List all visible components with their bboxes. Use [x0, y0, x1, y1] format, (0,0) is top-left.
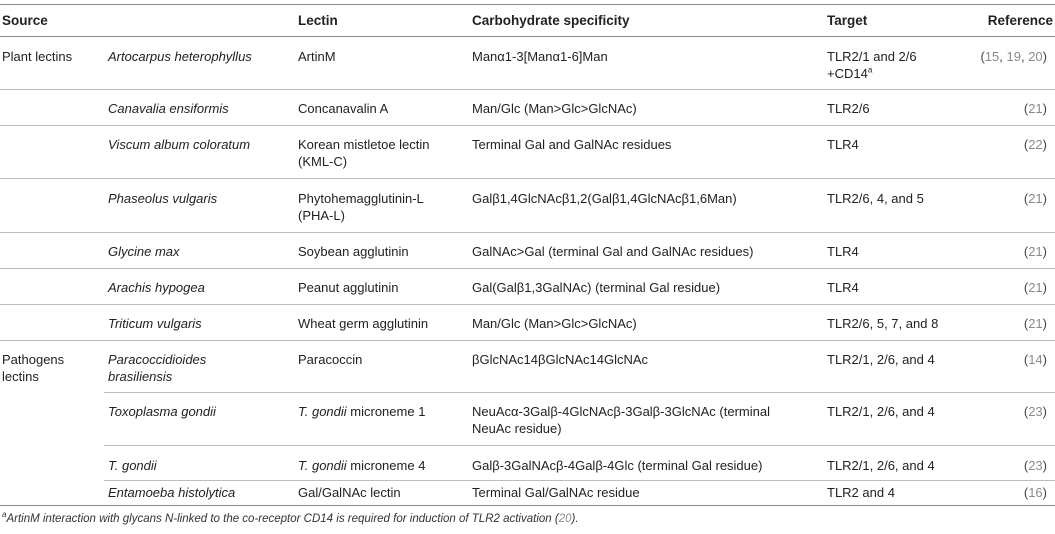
row-divider — [104, 445, 1055, 446]
specificity-cell: Terminal Gal and GalNAc residues — [472, 137, 672, 152]
reference-link[interactable]: 16 — [1028, 485, 1043, 500]
lectin-cell: Soybean agglutinin — [298, 244, 409, 259]
lectin-cell: Wheat germ agglutinin — [298, 316, 429, 331]
lectin-organism: T. gondii — [298, 458, 347, 473]
species-cell: T. gondii — [108, 458, 157, 473]
lectin-cell: Gal/GalNAc lectin — [298, 485, 401, 500]
species-cell: Entamoeba histolytica — [108, 485, 236, 500]
row-divider — [0, 89, 1055, 90]
specificity-cell-line2: NeuAc residue) — [472, 421, 562, 436]
species-cell: Paracoccidioides — [108, 352, 207, 367]
row-divider — [0, 178, 1055, 179]
row-divider — [0, 232, 1055, 233]
reference-cell: (21) — [1023, 101, 1047, 116]
target-cd14: +CD14 — [827, 66, 868, 81]
specificity-cell: Galβ-3GalNAcβ-4Galβ-4Glc (terminal Gal residue) — [472, 458, 763, 473]
lectin-cell: Korean mistletoe lectin — [298, 137, 430, 152]
source-plant-lectins: Plant lectins — [2, 49, 73, 64]
reference-link[interactable]: 15 — [984, 49, 1000, 64]
lectin-name: microneme 4 — [346, 458, 426, 473]
target-cell: TLR4 — [827, 137, 859, 152]
header-reference: Reference — [987, 13, 1053, 28]
species-cell: Viscum album coloratum — [108, 137, 251, 152]
species-cell: Phaseolus vulgaris — [108, 191, 218, 206]
target-cell: TLR4 — [827, 280, 859, 295]
source-pathogens-line2: lectins — [2, 369, 39, 384]
reference-cell: (21) — [1023, 280, 1047, 295]
footnote-marker: a — [867, 65, 873, 75]
reference-cell: (22) — [1023, 137, 1047, 152]
reference-link[interactable]: 22 — [1028, 137, 1043, 152]
reference-link[interactable]: 21 — [1028, 316, 1043, 331]
reference-link[interactable]: 21 — [1028, 244, 1043, 259]
header-lectin: Lectin — [298, 13, 338, 28]
species-cell: Artocarpus heterophyllus — [108, 49, 252, 64]
target-cell: TLR2 and 4 — [827, 485, 895, 500]
specificity-cell: Man/Glc (Man>Glc>GlcNAc) — [472, 316, 637, 331]
lectin-cell: Concanavalin A — [298, 101, 389, 116]
reference-cell: (23) — [1023, 404, 1047, 419]
reference-link[interactable]: 21 — [1028, 191, 1043, 206]
specificity-cell: Man/Glc (Man>Glc>GlcNAc) — [472, 101, 637, 116]
reference-link[interactable]: 23 — [1028, 458, 1043, 473]
group-divider — [0, 340, 1055, 341]
reference-cell: (21) — [1023, 244, 1047, 259]
reference-cell: (21) — [1023, 316, 1047, 331]
target-cell: TLR2/6 — [827, 101, 870, 116]
reference-link[interactable]: 21 — [1028, 101, 1043, 116]
footnote-text: ArtinM interaction with glycans N-linked to the co-receptor CD14 is required for induction of TLR2 activation ( — [6, 513, 559, 525]
specificity-cell: Galβ1,4GlcNAcβ1,2(Galβ1,4GlcNAcβ1,6Man) — [472, 191, 737, 206]
row-divider — [0, 125, 1055, 126]
species-cell: Canavalia ensiformis — [108, 101, 229, 116]
table-footnote — [2, 510, 579, 525]
lectin-cell: ArtinM — [298, 49, 336, 64]
target-cell: TLR2/1, 2/6, and 4 — [827, 352, 935, 367]
target-cell: TLR2/1 and 2/6 — [827, 49, 917, 64]
specificity-cell: Gal(Galβ1,3GalNAc) (terminal Gal residue) — [472, 280, 721, 295]
reference-link[interactable]: 21 — [1028, 280, 1043, 295]
table-top-rule — [0, 4, 1055, 5]
reference-link[interactable]: 20 — [558, 513, 572, 525]
reference-link[interactable]: 19 — [1006, 49, 1021, 64]
target-cell-line2 — [827, 65, 872, 82]
reference-link[interactable]: 14 — [1028, 352, 1043, 367]
target-cell: TLR2/6, 5, 7, and 8 — [827, 316, 939, 331]
lectin-cell: Phytohemagglutinin-L — [298, 191, 424, 206]
header-specificity: Carbohydrate specificity — [472, 13, 630, 28]
lectin-cell — [298, 403, 425, 420]
row-divider — [104, 392, 1055, 393]
header-target: Target — [827, 13, 868, 28]
species-cell: Glycine max — [108, 244, 180, 259]
lectin-name: microneme 1 — [346, 404, 426, 419]
specificity-cell: NeuAcα-3Galβ-4GlcNAcβ-3Galβ-3GlcNAc (terminal — [472, 404, 770, 419]
lectin-cell: Paracoccin — [298, 352, 363, 367]
reference-cell: (14) — [1023, 352, 1047, 367]
footnote-end: ). — [571, 513, 579, 525]
species-cell: Arachis hypogea — [108, 280, 205, 295]
target-cell: TLR2/1, 2/6, and 4 — [827, 458, 935, 473]
reference-cell: (23) — [1023, 458, 1047, 473]
source-pathogens: Pathogens — [2, 352, 65, 367]
header-rule — [0, 36, 1055, 37]
target-cell: TLR2/6, 4, and 5 — [827, 191, 924, 206]
species-cell: Triticum vulgaris — [108, 316, 202, 331]
table-bottom-rule — [0, 505, 1055, 506]
specificity-cell: GalNAc>Gal (terminal Gal and GalNAc residues) — [472, 244, 754, 259]
reference-cell: (15, 19, 20) — [980, 49, 1047, 64]
reference-cell: (21) — [1023, 191, 1047, 206]
lectin-cell-line2: (PHA-L) — [298, 208, 345, 223]
specificity-cell: βGlcNAc14βGlcNAc14GlcNAc — [472, 352, 649, 367]
row-divider — [0, 268, 1055, 269]
reference-link[interactable]: 20 — [1028, 49, 1043, 64]
lectin-organism: T. gondii — [298, 404, 347, 419]
footnote-marker: a — [2, 510, 7, 520]
row-divider — [104, 480, 1055, 481]
row-divider — [0, 304, 1055, 305]
target-cell: TLR2/1, 2/6, and 4 — [827, 404, 935, 419]
lectin-cell-line2: (KML-C) — [298, 154, 348, 169]
lectin-cell: Peanut agglutinin — [298, 280, 399, 295]
reference-link[interactable]: 23 — [1028, 404, 1043, 419]
header-source: Source — [2, 13, 48, 28]
species-cell-line2: brasiliensis — [108, 369, 173, 384]
species-cell: Toxoplasma gondii — [108, 404, 216, 419]
target-cell: TLR4 — [827, 244, 859, 259]
lectin-cell — [298, 457, 425, 474]
specificity-cell: Terminal Gal/GalNAc residue — [472, 485, 640, 500]
specificity-cell: Manα1-3[Manα1-6]Man — [472, 49, 608, 64]
reference-cell: (16) — [1023, 485, 1047, 500]
